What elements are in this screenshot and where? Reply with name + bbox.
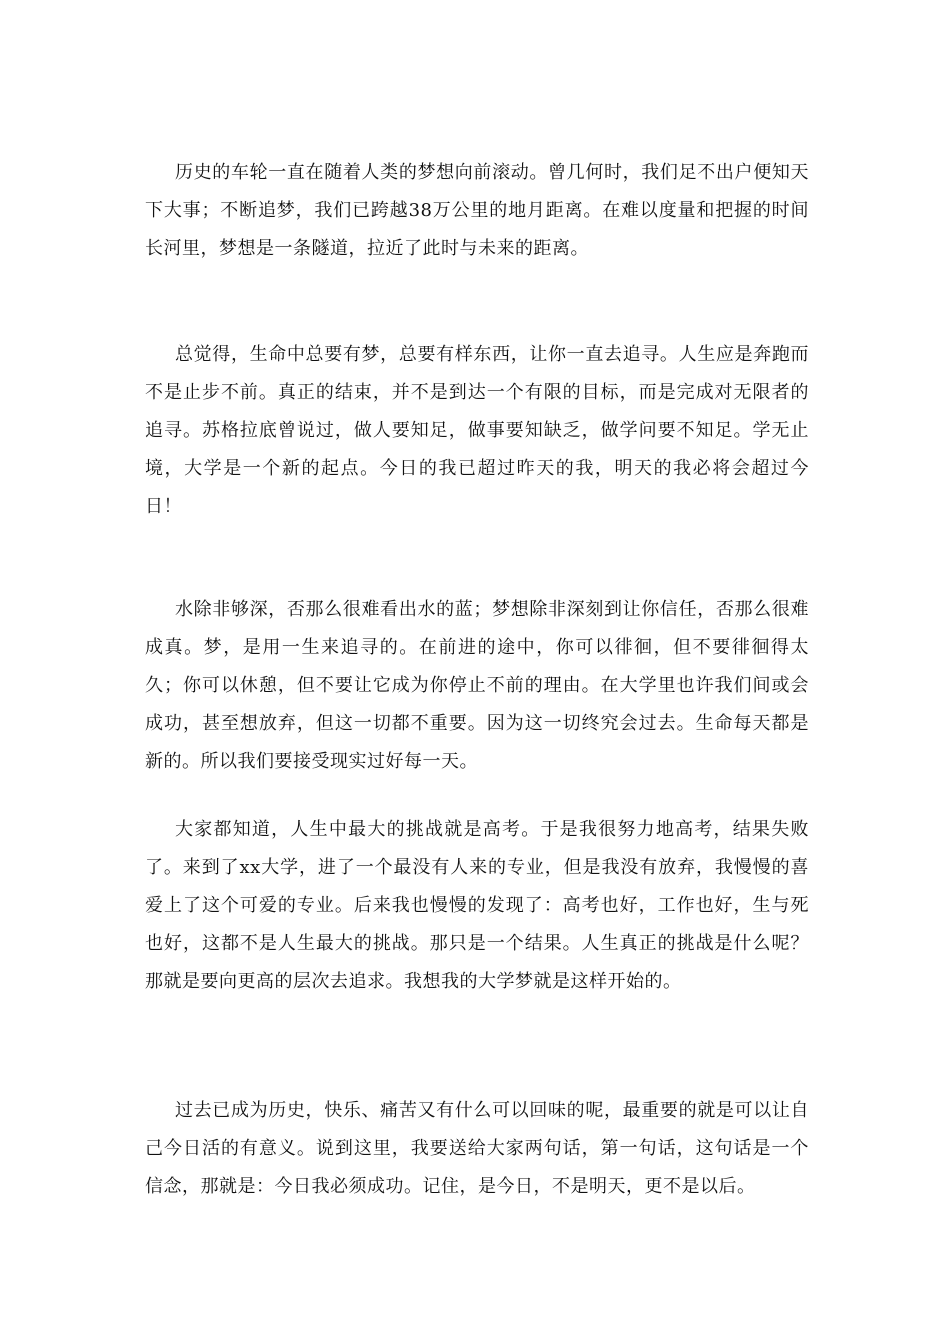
- paragraph-5: 过去已成为历史，快乐、痛苦又有什么可以回味的呢，最重要的就是可以让自己今日活的有意义。说到这里，我要送给大家两句话，第一句话，这句话是一个信念，那就是：今日我必须成功。记住，是今日，不是明天，更不是以后。: [145, 1100, 809, 1197]
- paragraph-3: 水除非够深，否那么很难看出水的蓝；梦想除非深刻到让你信任，否那么很难成真。梦，是用一生来追寻的。在前进的途中，你可以徘徊，但不要徘徊得太久；你可以休憩，但不要让它成为你停止不前的理由。在大学里也许我们间或会成功，甚至想放弃，但这一切都不重要。因为这一切终究会过去。生命每天都是新的。所以我们要接受现实过好每一天。: [145, 599, 809, 772]
- paragraph-2: 总觉得，生命中总要有梦，总要有样东西，让你一直去追寻。人生应是奔跑而不是止步不前。真正的结束，并不是到达一个有限的目标，而是完成对无限者的追寻。苏格拉底曾说过，做人要知足，做事要知缺乏，做学问要不知足。学无止境，大学是一个新的起点。今日的我已超过昨天的我，明天的我必将会超过今日！: [145, 344, 809, 517]
- paragraph-1: 历史的车轮一直在随着人类的梦想向前滚动。曾几何时，我们足不出户便知天下大事；不断追梦，我们已跨越38万公里的地月距离。在难以度量和把握的时间长河里，梦想是一条隧道，拉近了此时与未来的距离。: [145, 162, 809, 259]
- paragraph-4: 大家都知道，人生中最大的挑战就是高考。于是我很努力地高考，结果失败了。来到了xx大学，进了一个最没有人来的专业，但是我没有放弃，我慢慢的喜爱上了这个可爱的专业。后来我也慢慢的发现了：高考也好，工作也好，生与死也好，这都不是人生最大的挑战。那只是一个结果。人生真正的挑战是什么呢？那就是要向更高的层次去追求。我想我的大学梦就是这样开始的。: [145, 819, 809, 992]
